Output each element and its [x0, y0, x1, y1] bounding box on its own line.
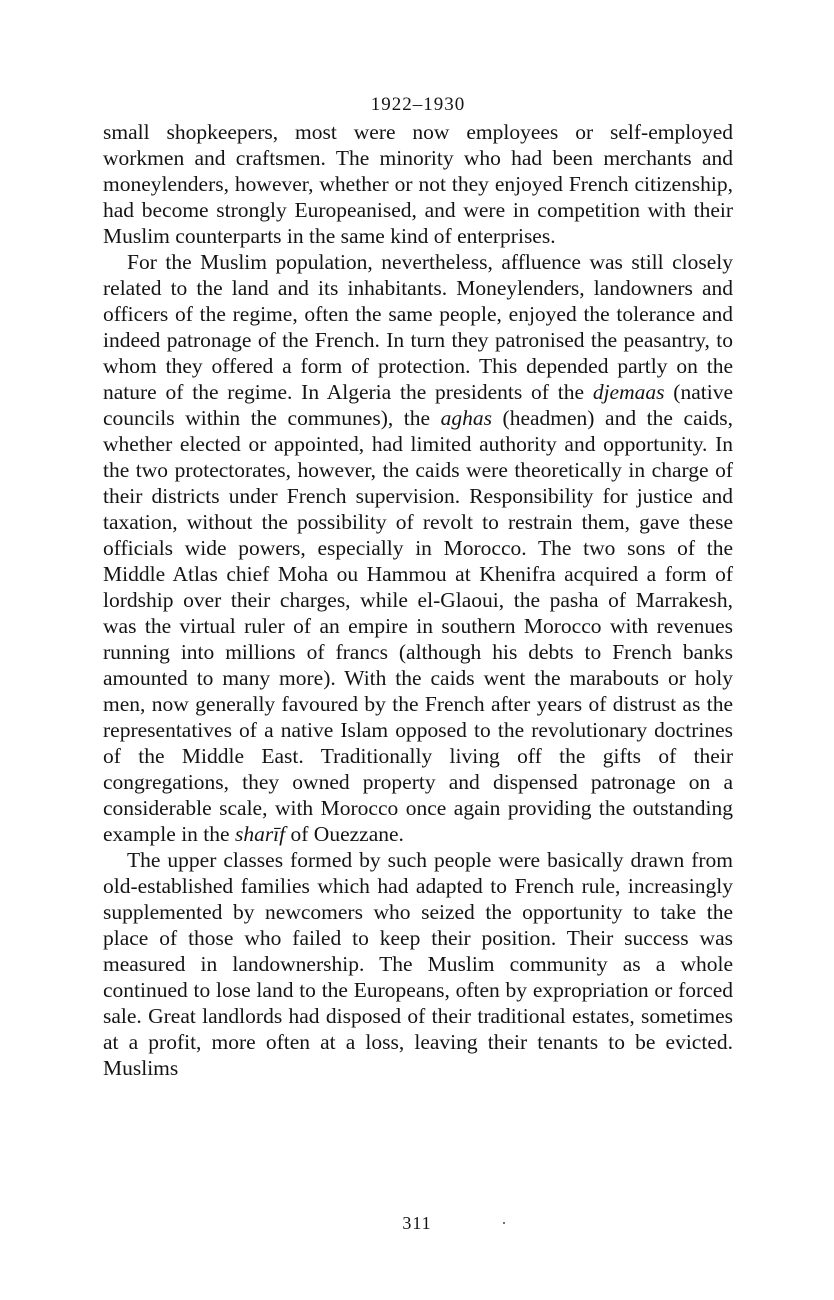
page-number: 311: [402, 1213, 432, 1233]
text-run: The upper classes formed by such people were basically drawn from old-established families which had adapted to French rule, increasingly supplemented by newcomers who seized the opportunity to take the place of those who failed to keep their position. Their success was measured in landownership. The Muslim community as a whole continued to lose land to the Europeans, often by expropriation or forced sale. Great landlords had disposed of their traditional estates, sometimes at a profit, more often at a loss, leaving their tenants to be evicted. Muslims: [103, 848, 733, 1080]
text-run: (headmen) and the caids, whether elected or appointed, had limited authority and opportunity. In the two protectorates, however, the caids were theoretically in charge of their districts under French supervision. Responsibility for justice and taxation, without the possibility of revolt to restrain them, gave these officials wide powers, especially in Morocco. The two sons of the Middle Atlas chief Moha ou Hammou at Khenifra acquired a form of lordship over their charges, while el-Glaoui, the pasha of Marrakesh, was the virtual ruler of an empire in southern Morocco with revenues running into millions of francs (although his debts to French banks amounted to many more). With the caids went the marabouts or holy men, now generally favoured by the French after years of distrust as the representatives of a native Islam opposed to the revolutionary doctrines of the Middle East. Traditionally living off the gifts of their congregations, they owned property and dispensed patronage on a considerable scale, with Morocco once again providing the outstanding example in the: [103, 406, 734, 846]
page-content: [103, 92, 733, 1081]
text-run: (native councils within the communes), the: [103, 380, 733, 430]
italic-term: aghas: [440, 406, 492, 430]
paragraph: [103, 847, 733, 1081]
italic-term: sharīf: [234, 822, 286, 846]
body-text: [103, 119, 733, 1081]
text-run: small shopkeepers, most were now employees or self-employed workmen and craftsmen. The minority who had been merchants and moneylenders, however, whether or not they enjoyed French citizenship, had become strongly Europeanised, and were in competition with their Muslim counterparts in the same kind of enterprises.: [103, 120, 733, 248]
running-head: 1922–1930: [370, 94, 466, 115]
paragraph: [103, 119, 733, 249]
text-run: For the Muslim population, nevertheless, affluence was still closely related to the land and its inhabitants. Moneylenders, landowners and officers of the regime, often the same people, enjoyed the tolerance and indeed patronage of the French. In turn they patronised the peasantry, to whom they offered a form of protection. This depended partly on the nature of the regime. In Algeria the presidents of the: [103, 250, 733, 404]
stray-mark: [503, 1222, 505, 1224]
paragraph: [103, 249, 733, 847]
italic-term: djemaas: [592, 380, 665, 404]
text-run: of Ouezzane.: [285, 822, 404, 846]
